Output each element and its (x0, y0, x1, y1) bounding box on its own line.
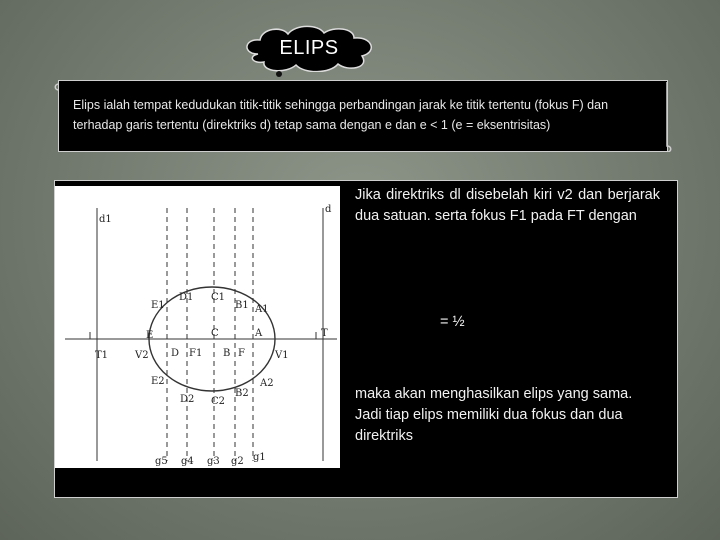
label-d: d (325, 204, 332, 215)
label-T: T (321, 328, 328, 339)
label-B1: B1 (235, 300, 249, 311)
label-V2: V2 (135, 350, 149, 361)
definition-text: Elips ialah tempat kedudukan titik-titik sehingga perbandingan jarak ke titik tertentu (fokus F) dan terhadap garis tertentu (direktriks d) tetap sama dengan e dan e < 1 (e = eksentrisitas) (73, 98, 609, 132)
label-d1: d1 (99, 214, 112, 225)
label-F1: F1 (189, 348, 203, 359)
ellipse-figure (55, 186, 340, 468)
label-B: B (223, 348, 231, 359)
ellipse-diagram (55, 186, 340, 468)
label-g3: g3 (207, 456, 220, 467)
content-panel (54, 180, 678, 498)
label-V1: V1 (275, 350, 289, 361)
label-F: F (238, 348, 245, 359)
label-A2: A2 (260, 378, 274, 389)
label-A: A (255, 328, 263, 339)
explanation-paragraph-2: maka akan menghasilkan elips yang sama. Jadi tiap elips memiliki dua fokus dan dua direktriks (355, 386, 633, 444)
label-E2: E2 (151, 376, 165, 387)
label-T1: T1 (95, 350, 109, 361)
label-g1: g1 (253, 452, 266, 463)
label-E: E (146, 330, 154, 341)
label-C: C (211, 328, 219, 339)
title-cloud (238, 24, 380, 72)
label-B2: B2 (235, 388, 249, 399)
label-C1: C1 (211, 292, 226, 303)
label-C2: C2 (211, 396, 226, 407)
right-angle-left (90, 332, 97, 339)
label-D1: D1 (179, 292, 194, 303)
connector-dot (276, 71, 282, 77)
label-g4: g4 (181, 456, 194, 467)
label-D: D (171, 348, 180, 359)
label-g2: g2 (231, 456, 244, 467)
label-E1: E1 (151, 300, 165, 311)
definition-banner (58, 80, 668, 152)
ratio-text: = ½ (440, 314, 465, 330)
label-g5: g5 (155, 456, 168, 467)
scroll-curl-right-icon (662, 80, 672, 152)
label-D2: D2 (180, 394, 195, 405)
explanation-paragraph-1: Jika direktriks dl disebelah kiri v2 dan berjarak dua satuan. serta fokus F1 pada FT dengan (355, 187, 660, 224)
label-A1: A1 (255, 304, 269, 315)
page-title: ELIPS (279, 36, 339, 59)
